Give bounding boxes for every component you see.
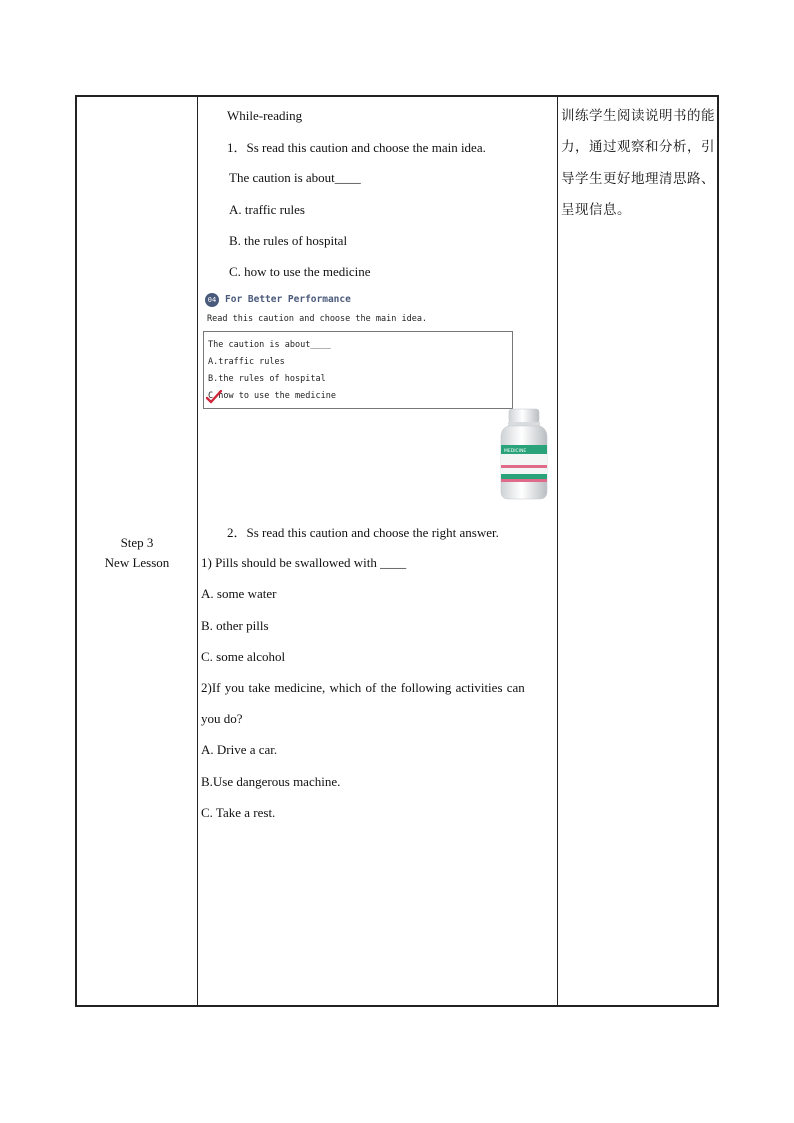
option-c: C. how to use the medicine — [229, 264, 371, 279]
medicine-bottle-icon — [499, 407, 549, 501]
column-divider — [197, 97, 198, 1005]
purpose-column — [559, 97, 719, 1005]
q1-option-b: B. other pills — [201, 618, 269, 633]
slide-title: For Better Performance — [225, 294, 351, 305]
q1-option-c: C. some alcohol — [201, 649, 286, 664]
slide-question-box — [203, 331, 513, 409]
lesson-table — [75, 95, 719, 1007]
task-2: 2．Ss read this caution and choose the right answer. — [227, 525, 499, 540]
box-line: C.how to use the medicine — [208, 391, 336, 401]
lesson-label: New Lesson — [104, 555, 170, 570]
content-column — [199, 97, 557, 1005]
q2-option-a: A. Drive a car. — [201, 742, 278, 757]
prompt-1: The caution is about____ — [229, 170, 361, 185]
question-1: 1) Pills should be swallowed with ____ — [201, 555, 407, 570]
column-divider — [557, 97, 558, 1005]
purpose-line: 呈现信息。 — [561, 202, 631, 218]
purpose-line: 训练学生阅读说明书的能 — [561, 108, 715, 124]
section-heading: While-reading — [227, 108, 303, 123]
checkmark-icon — [206, 390, 222, 404]
question-2-line-2: you do? — [201, 711, 243, 726]
slide-instruction: Read this caution and choose the main idea. — [207, 314, 428, 324]
step-column — [77, 97, 197, 1005]
box-line: A.traffic rules — [208, 357, 285, 367]
step-label: Step 3 — [120, 535, 154, 550]
embedded-slide — [203, 293, 553, 513]
q1-option-a: A. some water — [201, 586, 277, 601]
box-line: B.the rules of hospital — [208, 374, 326, 384]
purpose-line: 力，通过观察和分析，引 — [561, 139, 715, 155]
bottle-label: MEDICINE — [504, 449, 527, 454]
option-b: B. the rules of hospital — [229, 233, 348, 248]
q2-option-b: B.Use dangerous machine. — [201, 774, 341, 789]
q2-option-c: C. Take a rest. — [201, 805, 276, 820]
purpose-line: 导学生更好地理清思路、 — [561, 171, 715, 187]
task-1: 1．Ss read this caution and choose the main idea. — [227, 140, 486, 155]
option-a: A. traffic rules — [229, 202, 305, 217]
box-line: The caution is about____ — [208, 340, 331, 350]
slide-number-badge: 04 — [205, 293, 219, 307]
question-2-line-1: 2)If you take medicine, which of the following activities can — [201, 680, 525, 695]
step-cell — [77, 533, 197, 573]
